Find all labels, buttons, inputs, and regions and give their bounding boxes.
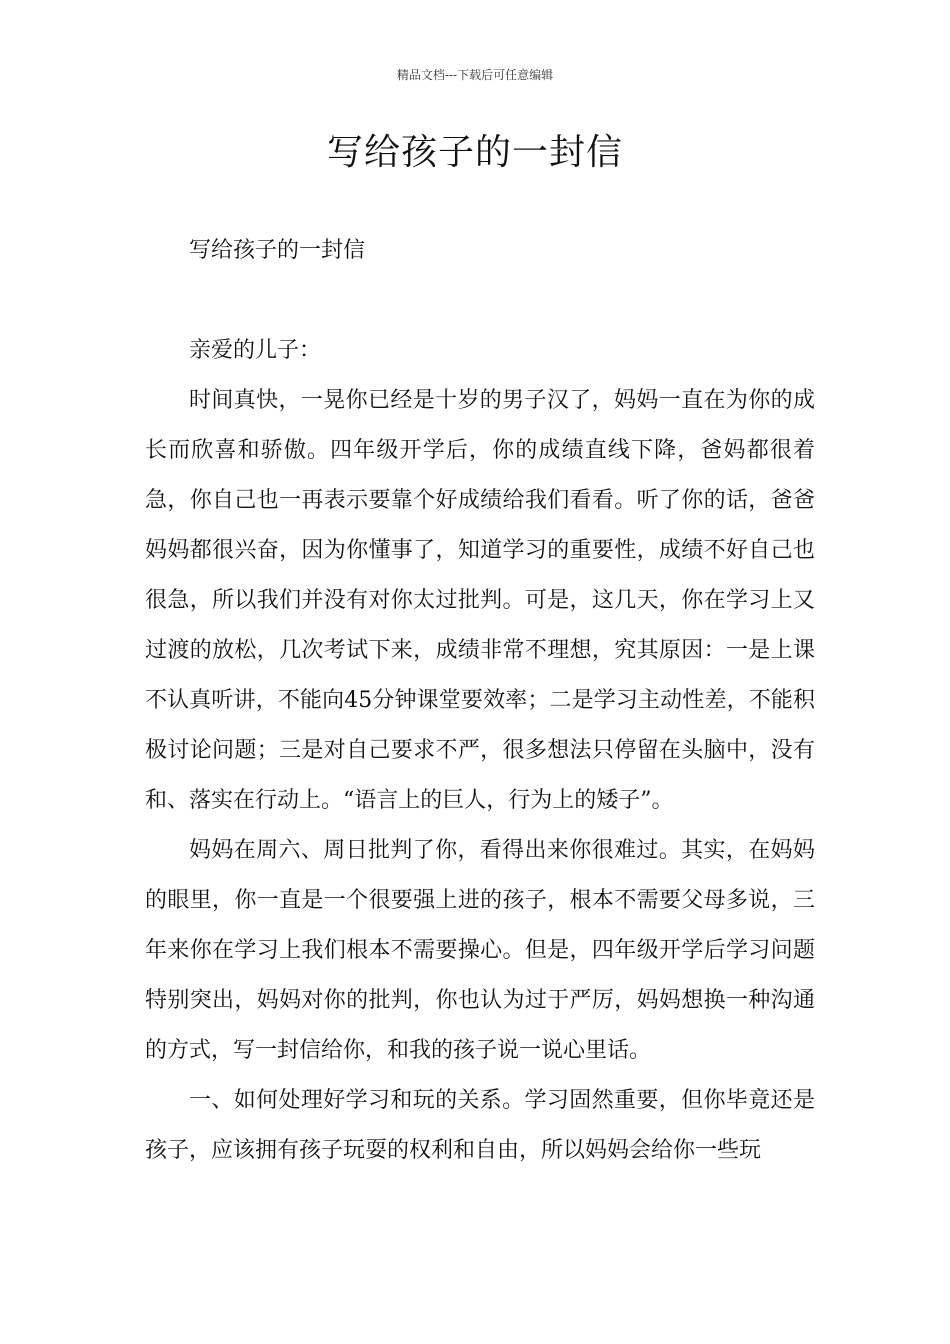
letter-body [145, 376, 815, 1176]
header-note: 精品文档---下载后可任意编辑 [396, 68, 554, 82]
paragraph-3: 一、如何处理好学习和玩的关系。学习固然重要，但你毕竟还是孩子，应该拥有孩子玩耍的权利和自由，所以妈妈会给你一些玩 [145, 1088, 815, 1163]
document-subtitle: 写给孩子的一封信 [189, 238, 366, 263]
salutation: 亲爱的儿子： [189, 338, 322, 363]
paragraph-2: 妈妈在周六、周日批判了你，看得出来你很难过。其实，在妈妈的眼里，你一直是一个很要强上进的孩子，根本不需要父母多说，三年来你在学习上我们根本不需要操心。但是，四年级开学后学习问题特别突出，妈妈对你的批判，你也认为过于严厉，妈妈想换一种沟通的方式，写一封信给你，和我的孩子说一说心里话。 [145, 838, 815, 1063]
paragraph-1: 时间真快，一晃你已经是十岁的男子汉了，妈妈一直在为你的成长而欣喜和骄傲。四年级开学后，你的成绩直线下降，爸妈都很着急，你自己也一再表示要靠个好成绩给我们看看。听了你的话，爸爸妈妈都很兴奋，因为你懂事了，知道学习的重要性，成绩不好自己也很急，所以我们并没有对你太过批判。可是，这几天，你在学习上又过渡的放松，几次考试下来，成绩非常不理想，究其原因：一是上课不认真听讲，不能向45分钟课堂要效率；二是学习主动性差，不能积极讨论问题；三是对自己要求不严，很多想法只停留在头脑中，没有和、落实在行动上。“语言上的巨人，行为上的矮子”。 [145, 388, 815, 813]
document-title: 写给孩子的一封信 [326, 132, 623, 173]
